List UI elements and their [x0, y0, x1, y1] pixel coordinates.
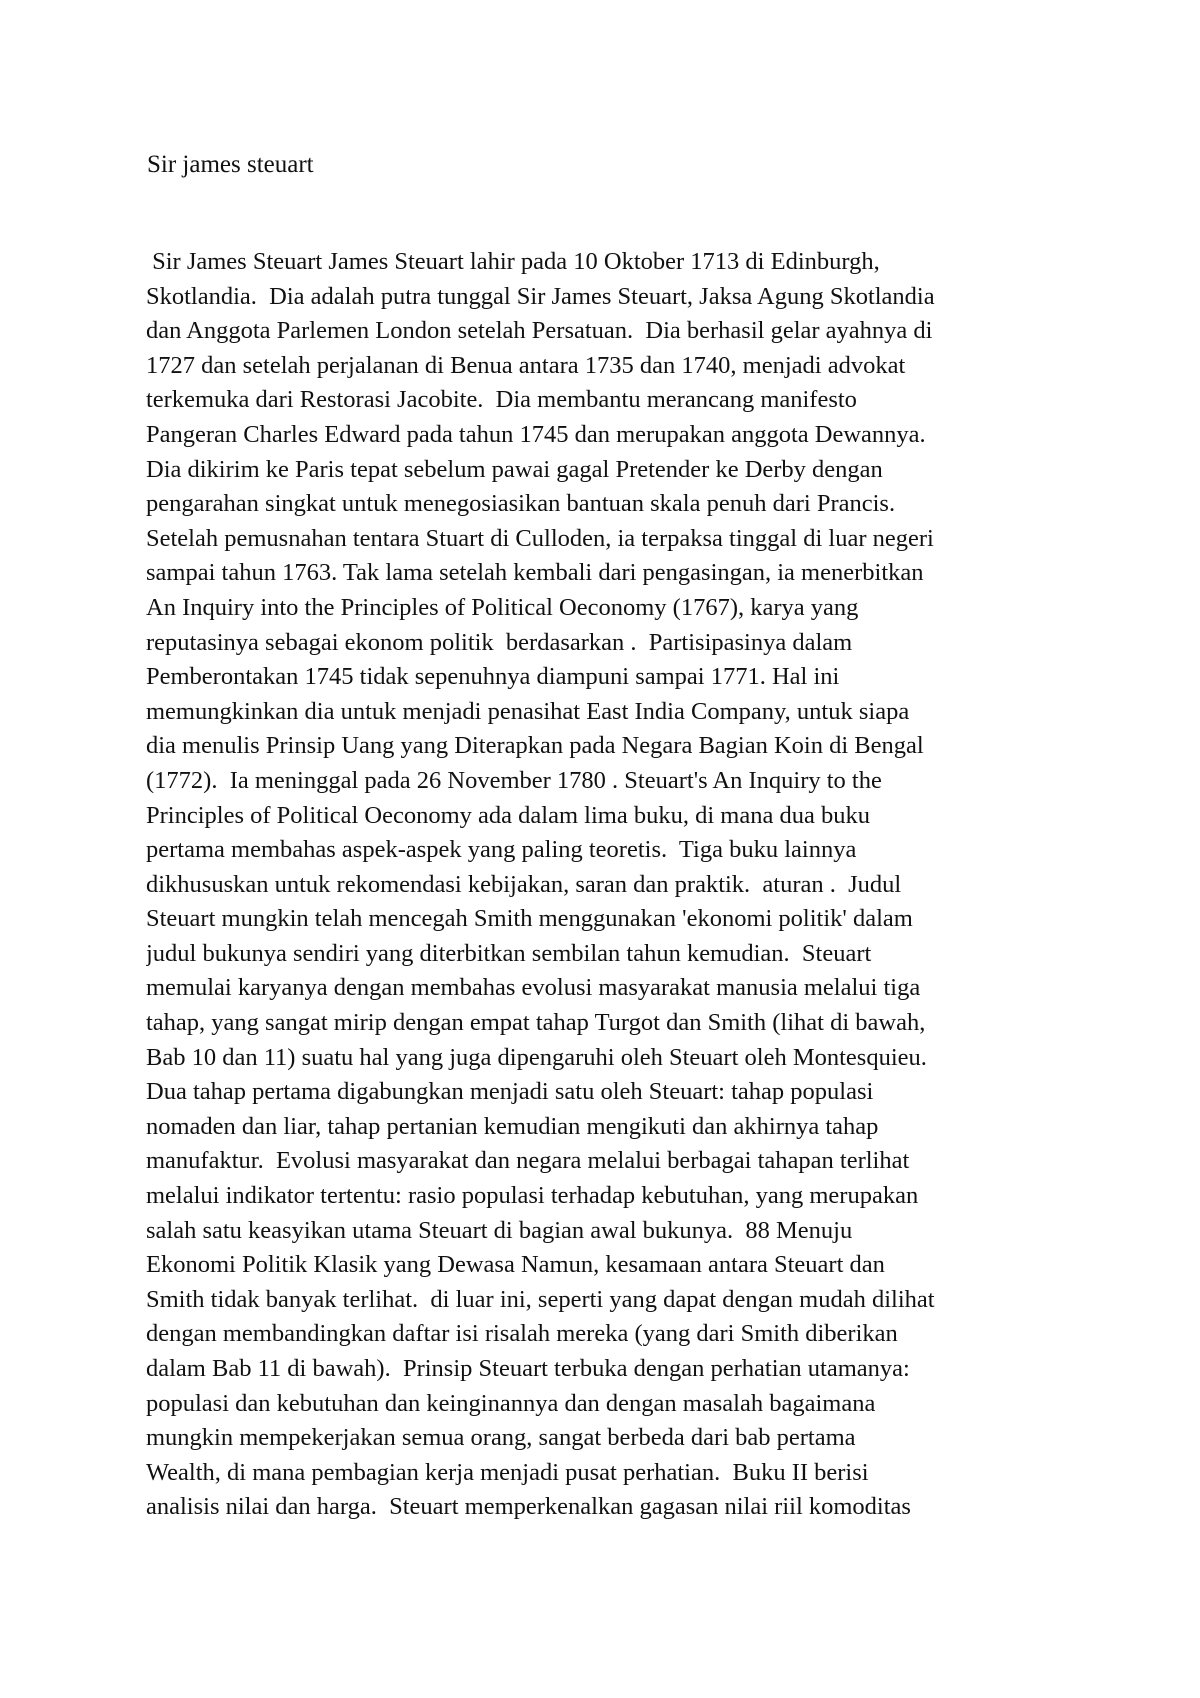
body-line: judul bukunya sendiri yang diterbitkan sembilan tahun kemudian. Steuart [146, 939, 872, 967]
body-line: manufaktur. Evolusi masyarakat dan negara melalui berbagai tahapan terlihat [146, 1147, 910, 1175]
body-line: Dia dikirim ke Paris tepat sebelum pawai gagal Pretender ke Derby dengan [146, 455, 883, 483]
body-line: dalam Bab 11 di bawah). Prinsip Steuart terbuka dengan perhatian utamanya: [146, 1355, 910, 1382]
body-line: populasi dan kebutuhan dan keinginannya dan dengan masalah bagaimana [146, 1389, 876, 1417]
body-line: pertama membahas aspek-aspek yang paling teoretis. Tiga buku lainnya [146, 836, 857, 864]
body-line: tahap, yang sangat mirip dengan empat tahap Turgot dan Smith (lihat di bawah, [146, 1009, 926, 1037]
body-line: sampai tahun 1763. Tak lama setelah kembali dari pengasingan, ia menerbitkan [146, 559, 924, 587]
body-line: (1772). Ia meninggal pada 26 November 1780 . Steuart's An Inquiry to the [146, 766, 882, 794]
body-line: Sir James Steuart James Steuart lahir pada 10 Oktober 1713 di Edinburgh, [146, 248, 880, 275]
body-line: An Inquiry into the Principles of Political Oeconomy (1767), karya yang [146, 593, 859, 621]
body-line: Pangeran Charles Edward pada tahun 1745 dan merupakan anggota Dewannya. [146, 420, 926, 448]
body-line: 1727 dan setelah perjalanan di Benua antara 1735 dan 1740, menjadi advokat [146, 351, 906, 379]
body-line: Smith tidak banyak terlihat. di luar ini, seperti yang dapat dengan mudah dilihat [146, 1285, 935, 1313]
body-line: terkemuka dari Restorasi Jacobite. Dia membantu merancang manifesto [146, 386, 857, 414]
body-line: Pemberontakan 1745 tidak sepenuhnya diampuni sampai 1771. Hal ini [146, 663, 840, 691]
body-line: Bab 10 dan 11) suatu hal yang juga dipengaruhi oleh Steuart oleh Montesquieu. [146, 1043, 927, 1071]
body-line: memulai karyanya dengan membahas evolusi masyarakat manusia melalui tiga [146, 974, 921, 1002]
body-line: Principles of Political Oeconomy ada dalam lima buku, di mana dua buku [146, 801, 870, 829]
document-body [146, 245, 1076, 1525]
body-line: Steuart mungkin telah mencegah Smith menggunakan 'ekonomi politik' dalam [146, 905, 913, 933]
body-line: dengan membandingkan daftar isi risalah mereka (yang dari Smith diberikan [146, 1320, 898, 1348]
body-line: Ekonomi Politik Klasik yang Dewasa Namun, kesamaan antara Steuart dan [146, 1251, 885, 1279]
body-line: analisis nilai dan harga. Steuart memperkenalkan gagasan nilai riil komoditas [146, 1493, 911, 1521]
body-line: reputasinya sebagai ekonom politik berdasarkan . Partisipasinya dalam [146, 628, 853, 656]
body-line: melalui indikator tertentu: rasio populasi terhadap kebutuhan, yang merupakan [146, 1182, 919, 1210]
body-line: Dua tahap pertama digabungkan menjadi satu oleh Steuart: tahap populasi [146, 1078, 874, 1106]
body-line: memungkinkan dia untuk menjadi penasihat East India Company, untuk siapa [146, 697, 910, 725]
body-line: mungkin mempekerjakan semua orang, sangat berbeda dari bab pertama [146, 1424, 856, 1452]
body-line: Setelah pemusnahan tentara Stuart di Culloden, ia terpaksa tinggal di luar negeri [146, 524, 934, 552]
body-line: nomaden dan liar, tahap pertanian kemudian mengikuti dan akhirnya tahap [146, 1112, 879, 1140]
body-line: pengarahan singkat untuk menegosiasikan bantuan skala penuh dari Prancis. [146, 490, 896, 518]
body-line: dikhususkan untuk rekomendasi kebijakan, saran dan praktik. aturan . Judul [146, 870, 902, 898]
document-title: Sir james steuart [147, 151, 314, 178]
body-line: salah satu keasyikan utama Steuart di bagian awal bukunya. 88 Menuju [146, 1216, 853, 1244]
body-line: dan Anggota Parlemen London setelah Persatuan. Dia berhasil gelar ayahnya di [146, 317, 933, 345]
body-line: Wealth, di mana pembagian kerja menjadi pusat perhatian. Buku II berisi [146, 1458, 869, 1486]
body-line: Skotlandia. Dia adalah putra tunggal Sir James Steuart, Jaksa Agung Skotlandia [146, 282, 935, 310]
body-line: dia menulis Prinsip Uang yang Diterapkan pada Negara Bagian Koin di Bengal [146, 732, 924, 760]
